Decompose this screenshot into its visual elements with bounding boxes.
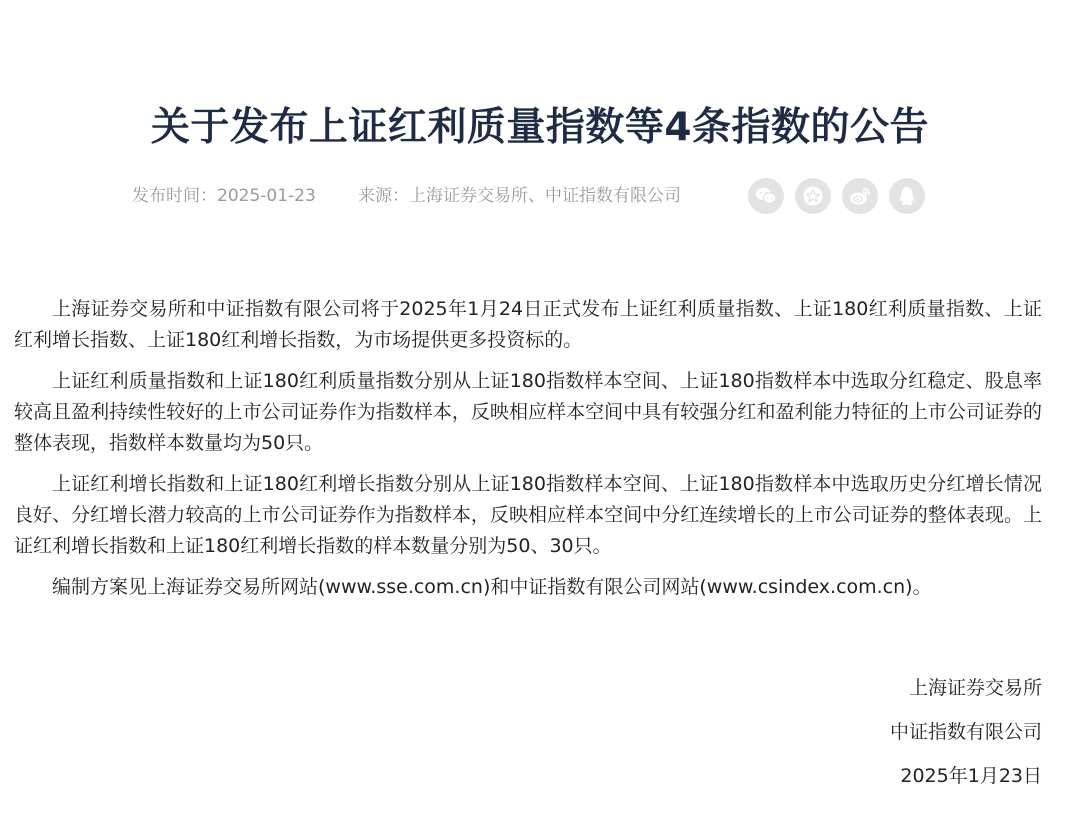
body-paragraph: 上海证券交易所和中证指数有限公司将于2025年1月24日正式发布上证红利质量指数、上证180红利质量指数、上证红利增长指数、上证180红利增长指数，为市场提供更多投资标的。 <box>14 298 1042 351</box>
signature-date: 2025年1月23日 <box>900 765 1042 787</box>
article-source: 来源：上海证券交易所、中证指数有限公司 <box>358 186 681 206</box>
body-paragraph: 编制方案见上海证券交易所网站(www.sse.com.cn)和中证指数有限公司网站(www.csindex.com.cn)。 <box>52 576 932 598</box>
article-meta <box>0 178 1080 214</box>
publish-date: 发布时间：2025-01-23 <box>132 186 316 206</box>
share-qq-button[interactable] <box>889 178 925 214</box>
share-bar <box>748 178 925 214</box>
share-weibo-button[interactable] <box>842 178 878 214</box>
favorite-button[interactable] <box>795 178 831 214</box>
body-paragraph: 上证红利质量指数和上证180红利质量指数分别从上证180指数样本空间、上证180指数样本中选取分红稳定、股息率较高且盈利持续性较好的上市公司证券作为指数样本，反映相应样本空间中具有较强分红和盈利能力特征的上市公司证券的整体表现，指数样本数量均为50只。 <box>14 370 1042 454</box>
star-icon <box>802 185 824 207</box>
wechat-icon <box>755 186 777 206</box>
share-wechat-button[interactable] <box>748 178 784 214</box>
signature-block <box>890 666 1042 798</box>
page-title: 关于发布上证红利质量指数等4条指数的公告 <box>150 105 930 151</box>
signature-org-sse: 上海证券交易所 <box>908 677 1042 699</box>
signature-org-csindex: 中证指数有限公司 <box>889 721 1042 743</box>
body-paragraph: 上证红利增长指数和上证180红利增长指数分别从上证180指数样本空间、上证180指数样本中选取历史分红增长情况良好、分红增长潜力较高的上市公司证券作为指数样本，反映相应样本空间中分红连续增长的上市公司证券的整体表现。上证红利增长指数和上证180红利增长指数的样本数量分别为50、30只。 <box>14 473 1042 557</box>
weibo-icon <box>848 186 872 206</box>
article-body <box>14 294 1042 613</box>
qq-icon <box>897 185 917 207</box>
